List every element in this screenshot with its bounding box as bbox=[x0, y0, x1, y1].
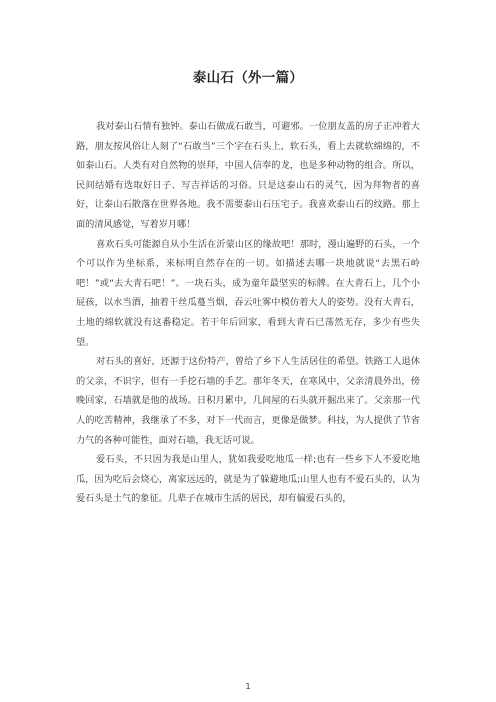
paragraph: 爱石头，不只因为我是山里人，犹如我爱吃地瓜一样;也有一些乡下人不爱吃地瓜，因为吃后会烧心，离家远远的，就是为了躲避地瓜;山里人也有不爱石头的，认为爱石头是土气的象征。几辈子在城市生活的居民，却有偏爱石头的， bbox=[76, 454, 420, 505]
paragraph: 对石头的喜好，还源于这份特产，曾给了乡下人生活居住的希望。铁路工人退休的父亲，不识字，但有一手挖石墙的手艺。那年冬天，在寒风中，父亲清晨外出，傍晚回家，石墙就是他的战场。日积月累中，几间屋的石头就开掘出来了。父亲那一代人的吃苦精神，我继承了不多，对下一代而言，更像是做梦。科技，为人提供了节省力气的各种可能性，面对石墙，我无话可说。 bbox=[76, 356, 420, 446]
page-number: 1 bbox=[245, 682, 251, 691]
document-body bbox=[76, 117, 420, 509]
paragraph: 我对泰山石情有独钟。泰山石做成石敢当，可避邪。一位朋友盖的房子正冲着大路，朋友按风俗让人刻了“石敢当”三个字在石头上，软石头，看上去就软绵绵的，不如泰山石。人类有对自然物的崇拜，中国人信奉的龙，也是多种动物的组合。所以，民间结婚有选取好日子、写吉祥话的习俗。只是这泰山石的灵气，因为拜物者的喜好，让泰山石散落在世界各地。我不需要泰山石压宅子。我喜欢泰山石的纹路。那上面的清风感觉，写着岁月哪！ bbox=[76, 121, 420, 230]
document-title: 泰山石（外一篇） bbox=[192, 70, 304, 86]
paragraph: 喜欢石头可能源自从小生活在沂蒙山区的缘故吧！那时，漫山遍野的石头，一个个可以作为坐标系，来标明自然存在的一切。如描述去哪一块地就说“去黑石岭吧！”或“去大青石吧！”。一块石头，成为童年最坚实的标牌。在大青石上，几个小屁孩，以水当酒，抽着干丝瓜蔓当烟，吞云吐雾中模仿着大人的姿势。没有大青石，土地的绵软就没有这番稳定。若干年后回家，看到大青石已荡然无存，多少有些失望。 bbox=[76, 238, 420, 348]
